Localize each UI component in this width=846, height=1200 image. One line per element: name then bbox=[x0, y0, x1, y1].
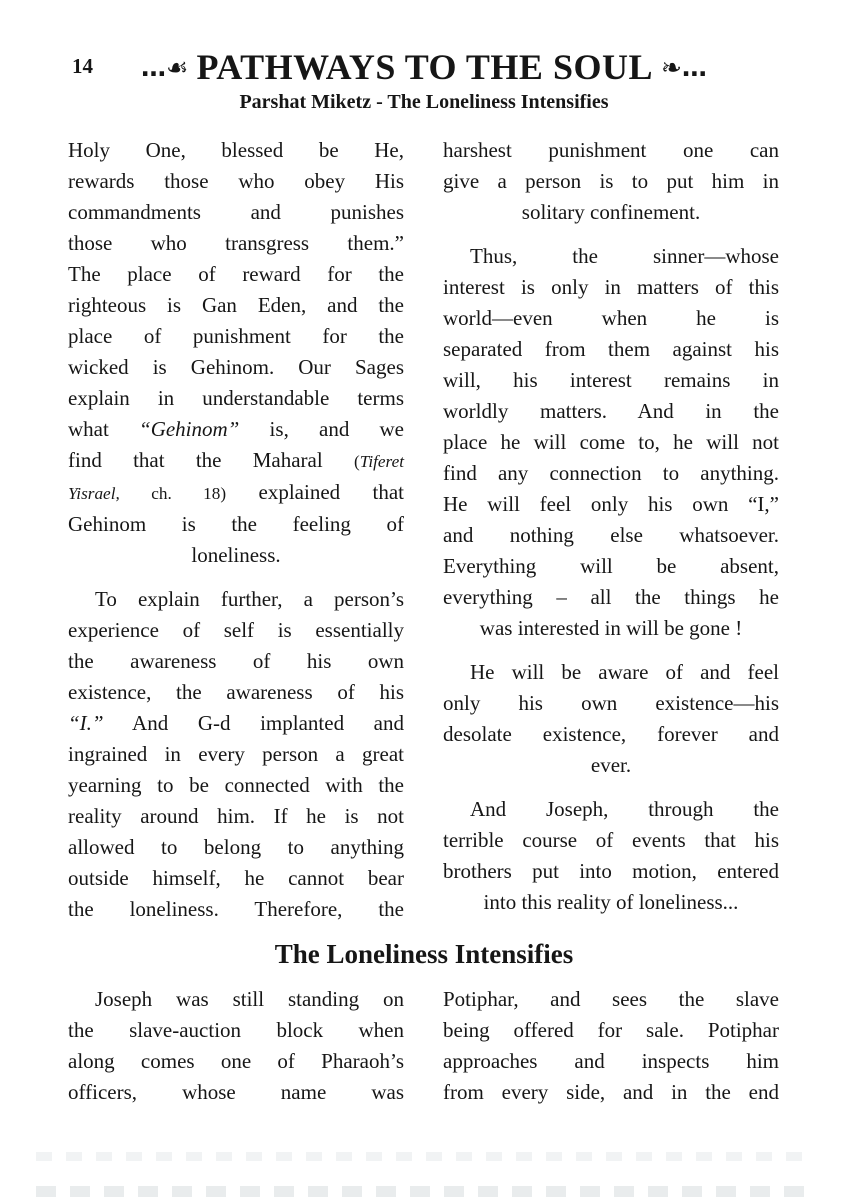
text-line: find any connection to anything. bbox=[443, 461, 779, 485]
text-line: Everything will be absent, bbox=[443, 554, 779, 578]
text-line: wicked is Gehinom. Our Sages bbox=[68, 355, 404, 379]
text-line: into this reality of loneliness... bbox=[483, 890, 739, 914]
right-column bbox=[443, 135, 779, 925]
text-line: He will feel only his own “I,” bbox=[443, 492, 779, 516]
page-header bbox=[68, 46, 780, 114]
text-line: “I.” And G-d implanted and bbox=[68, 711, 404, 735]
text-line: Yisrael, ch. 18) explained that bbox=[68, 480, 405, 504]
paragraph bbox=[443, 794, 779, 918]
text-line: righteous is Gan Eden, and the bbox=[68, 293, 404, 317]
text-line: And Joseph, through the bbox=[470, 797, 779, 821]
paragraph bbox=[443, 657, 779, 781]
paragraph bbox=[443, 135, 779, 228]
text-line: commandments and punishes bbox=[68, 200, 404, 224]
text-line: loneliness. bbox=[191, 543, 281, 567]
text-line: only his own existence—his bbox=[443, 691, 779, 715]
page-number: 14 bbox=[72, 54, 93, 78]
text-line: the awareness of his own bbox=[68, 649, 404, 673]
text-line: place of punishment for the bbox=[68, 324, 404, 348]
text-line: rewards those who obey His bbox=[68, 169, 404, 193]
text-line: separated from them against his bbox=[443, 337, 779, 361]
paragraph bbox=[443, 241, 779, 644]
text-line: reality around him. If he is not bbox=[68, 804, 404, 828]
text-line: terrible course of events that his bbox=[443, 828, 779, 852]
text-line: Thus, the sinner—whose bbox=[470, 244, 779, 268]
text-line: Joseph was still standing on bbox=[95, 987, 404, 1011]
floral-ornament-left-icon: …☙ bbox=[141, 53, 189, 82]
book-title: PATHWAYS TO THE SOUL bbox=[196, 47, 653, 87]
title-row bbox=[68, 46, 780, 88]
text-line: what “Gehinom” is, and we bbox=[68, 417, 404, 441]
section-heading: The Loneliness Intensifies bbox=[274, 939, 574, 969]
text-line: yearning to be connected with the bbox=[68, 773, 404, 797]
text-line: ingrained in every person a great bbox=[68, 742, 404, 766]
text-line: The place of reward for the bbox=[68, 262, 404, 286]
text-line: ever. bbox=[590, 753, 632, 777]
text-line: desolate existence, forever and bbox=[443, 722, 779, 746]
paragraph bbox=[443, 984, 779, 1108]
text-line: place he will come to, he will not bbox=[443, 430, 779, 454]
paragraph bbox=[68, 584, 404, 925]
bottom-right-column bbox=[443, 984, 779, 1108]
text-line: harshest punishment one can bbox=[443, 138, 779, 162]
bottom-left-column bbox=[68, 984, 404, 1108]
bottom-columns bbox=[68, 984, 780, 1108]
text-line: He will be aware of and feel bbox=[470, 660, 779, 684]
top-columns bbox=[68, 135, 780, 925]
paragraph bbox=[68, 984, 404, 1108]
text-line: world—even when he is bbox=[443, 306, 779, 330]
text-line: was interested in will be gone ! bbox=[479, 616, 743, 640]
text-line: those who transgress them.” bbox=[68, 231, 404, 255]
scan-bleedthrough-artifact bbox=[36, 1152, 810, 1161]
text-line: brothers put into motion, entered bbox=[443, 859, 779, 883]
text-line: along comes one of Pharaoh’s bbox=[68, 1049, 404, 1073]
text-line: outside himself, he cannot bear bbox=[68, 866, 404, 890]
text-line: from every side, and in the end bbox=[443, 1080, 779, 1104]
left-column bbox=[68, 135, 404, 925]
text-line: To explain further, a person’s bbox=[95, 587, 404, 611]
page-edge-artifact bbox=[36, 1186, 810, 1197]
paragraph bbox=[68, 135, 404, 571]
text-line: Gehinom is the feeling of bbox=[68, 512, 404, 536]
text-line: officers, whose name was bbox=[68, 1080, 404, 1104]
text-line: the loneliness. Therefore, the bbox=[68, 897, 404, 921]
text-line: find that the Maharal (Tiferet bbox=[68, 448, 404, 472]
text-line: and nothing else whatsoever. bbox=[443, 523, 779, 547]
text-line: the slave-auction block when bbox=[68, 1018, 404, 1042]
text-line: being offered for sale. Potiphar bbox=[443, 1018, 779, 1042]
text-line: approaches and inspects him bbox=[443, 1049, 779, 1073]
floral-ornament-right-icon: ❧… bbox=[660, 53, 707, 82]
chapter-subtitle: Parshat Miketz - The Loneliness Intensifies bbox=[239, 91, 609, 113]
text-line: give a person is to put him in bbox=[443, 169, 779, 193]
text-line: worldly matters. And in the bbox=[443, 399, 779, 423]
text-line: Holy One, blessed be He, bbox=[68, 138, 404, 162]
text-line: Potiphar, and sees the slave bbox=[443, 987, 779, 1011]
text-line: will, his interest remains in bbox=[443, 368, 779, 392]
text-line: solitary confinement. bbox=[521, 200, 701, 224]
text-line: explain in understandable terms bbox=[68, 386, 404, 410]
text-line: everything – all the things he bbox=[443, 585, 779, 609]
text-line: allowed to belong to anything bbox=[68, 835, 404, 859]
text-line: interest is only in matters of this bbox=[443, 275, 779, 299]
text-line: existence, the awareness of his bbox=[68, 680, 404, 704]
text-line: experience of self is essentially bbox=[68, 618, 404, 642]
